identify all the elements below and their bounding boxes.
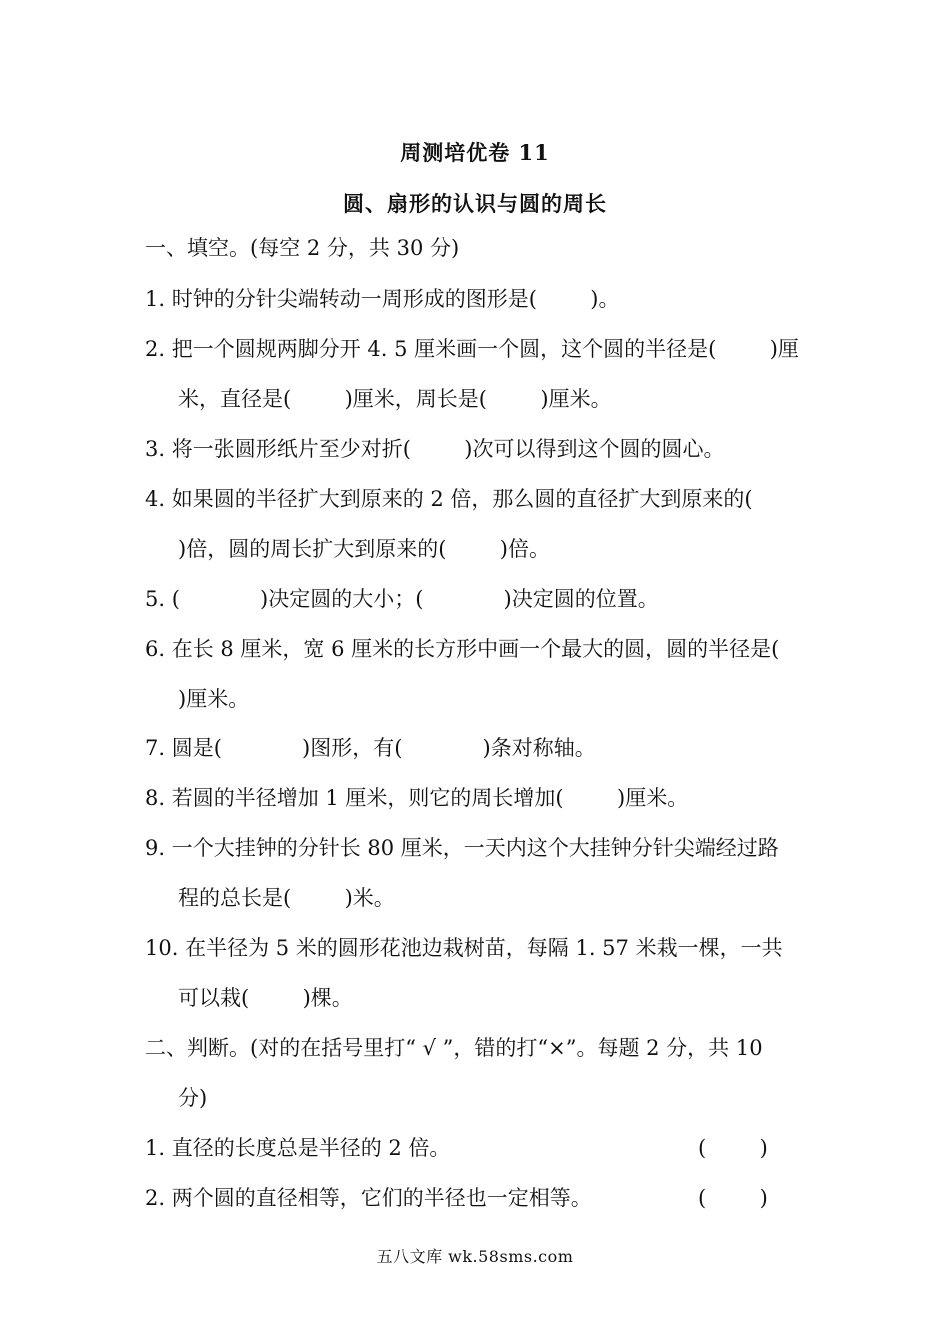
question-6: 6. 在长 8 厘米，宽 6 厘米的长方形中画一个最大的圆，圆的半径是( xyxy=(145,637,780,661)
question-2: 2. 把一个圆规两脚分开 4. 5 厘米画一个圆，这个圆的半径是( )厘 xyxy=(145,337,799,361)
worksheet-subtitle: 圆、扇形的认识与圆的周长 xyxy=(343,191,607,216)
question-8: 8. 若圆的半径增加 1 厘米，则它的周长增加( )厘米。 xyxy=(145,786,689,810)
question-9: 9. 一个大挂钟的分针长 80 厘米，一天内这个大挂钟分针尖端经过路 xyxy=(145,836,779,860)
question-10: 10. 在半径为 5 米的圆形花池边栽树苗，每隔 1. 57 米栽一棵，一共 xyxy=(145,936,783,960)
section2-heading-cont: 分) xyxy=(178,1086,208,1110)
judge-item-2-answer: ( ) xyxy=(698,1186,768,1210)
question-5: 5. ( )决定圆的大小；( )决定圆的位置。 xyxy=(145,587,659,611)
question-2-cont: 米，直径是( )厘米，周长是( )厘米。 xyxy=(178,387,612,411)
question-6-cont: )厘米。 xyxy=(178,687,250,711)
worksheet-title: 周测培优卷 11 xyxy=(400,140,550,165)
section1-heading: 一、填空。(每空 2 分，共 30 分) xyxy=(145,236,460,260)
question-10-cont: 可以栽( )棵。 xyxy=(178,986,353,1010)
judge-item-1: 1. 直径的长度总是半径的 2 倍。 xyxy=(145,1136,451,1160)
footer-watermark: 五八文库 wk.58sms.com xyxy=(376,1247,574,1266)
section2-heading: 二、判断。(对的在括号里打“ √ ”，错的打“×”。每题 2 分，共 10 xyxy=(145,1036,763,1060)
question-4-cont: )倍，圆的周长扩大到原来的( )倍。 xyxy=(178,537,550,561)
question-7: 7. 圆是( )图形，有( )条对称轴。 xyxy=(145,736,596,760)
judge-item-1-answer: ( ) xyxy=(698,1136,768,1160)
judge-item-2: 2. 两个圆的直径相等，它们的半径也一定相等。 xyxy=(145,1186,592,1210)
question-4: 4. 如果圆的半径扩大到原来的 2 倍，那么圆的直径扩大到原来的( xyxy=(145,487,753,511)
question-3: 3. 将一张圆形纸片至少对折( )次可以得到这个圆的圆心。 xyxy=(145,437,725,461)
question-9-cont: 程的总长是( )米。 xyxy=(178,886,395,910)
question-1: 1. 时钟的分针尖端转动一周形成的图形是( )。 xyxy=(145,287,620,311)
